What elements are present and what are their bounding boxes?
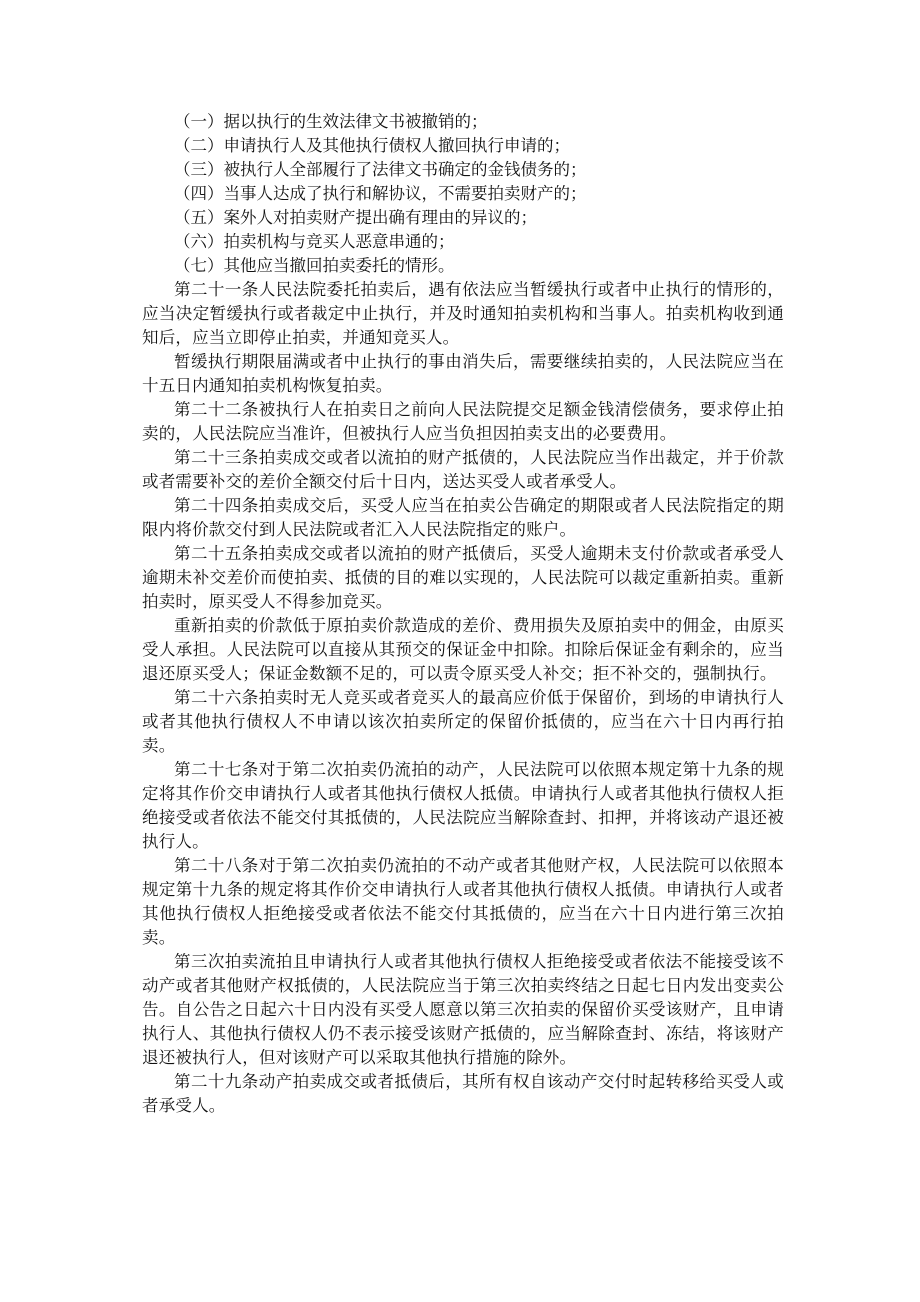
withdrawal-conditions-list	[142, 110, 784, 278]
article-25-paragraph: 第二十五条拍卖成交或者以流拍的财产抵债后，买受人逾期未支付价款或者承受人逾期未补交差价而使拍卖、抵债的目的难以实现的，人民法院可以裁定重新拍卖。重新拍卖时，原买受人不得参加竞买。	[142, 544, 784, 611]
article-28-continuation-paragraph: 第三次拍卖流拍且申请执行人或者其他执行债权人拒绝接受或者依法不能接受该不动产或者其他财产权抵债的，人民法院应当于第三次拍卖终结之日起七日内发出变卖公告。自公告之日起六十日内没有买受人愿意以第三次拍卖的保留价买受该财产，且申请执行人、其他执行债权人仍不表示接受该财产抵债的，应当解除查封、冻结，将该财产退还被执行人，但对该财产可以采取其他执行措施的除外。	[142, 952, 784, 1067]
article-23-paragraph: 第二十三条拍卖成交或者以流拍的财产抵债的，人民法院应当作出裁定，并于价款或者需要补交的差价全额交付后十日内，送达买受人或者承受人。	[142, 448, 784, 491]
list-item: （三）被执行人全部履行了法律文书确定的金钱债务的；	[174, 160, 587, 179]
list-item: （六）拍卖机构与竞买人恶意串通的；	[174, 232, 455, 251]
article-28-paragraph: 第二十八条对于第二次拍卖仍流拍的不动产或者其他财产权，人民法院可以依照本规定第十九条的规定将其作价交申请执行人或者其他执行债权人抵债。申请执行人或者其他执行债权人拒绝接受或者依法不能交付其抵债的，应当在六十日内进行第三次拍卖。	[142, 856, 784, 947]
article-25-continuation-paragraph: 重新拍卖的价款低于原拍卖价款造成的差价、费用损失及原拍卖中的佣金，由原买受人承担。人民法院可以直接从其预交的保证金中扣除。扣除后保证金有剩余的，应当退还原买受人；保证金数额不足的，可以责令原买受人补交；拒不补交的，强制执行。	[142, 616, 784, 683]
list-item: （二）申请执行人及其他执行债权人撤回执行申请的；	[174, 136, 570, 155]
article-21-continuation-paragraph: 暂缓执行期限届满或者中止执行的事由消失后，需要继续拍卖的，人民法院应当在十五日内通知拍卖机构恢复拍卖。	[142, 352, 784, 395]
list-item: （七）其他应当撤回拍卖委托的情形。	[174, 256, 455, 275]
list-item: （四）当事人达成了执行和解协议，不需要拍卖财产的；	[174, 184, 587, 203]
article-21-paragraph: 第二十一条人民法院委托拍卖后，遇有依法应当暂缓执行或者中止执行的情形的，应当决定暂缓执行或者裁定中止执行，并及时通知拍卖机构和当事人。拍卖机构收到通知后，应当立即停止拍卖，并通知竞买人。	[142, 280, 784, 347]
article-29-paragraph: 第二十九条动产拍卖成交或者抵债后，其所有权自该动产交付时起转移给买受人或者承受人。	[142, 1072, 784, 1115]
article-26-paragraph: 第二十六条拍卖时无人竞买或者竞买人的最高应价低于保留价，到场的申请执行人或者其他执行债权人不申请以该次拍卖所定的保留价抵债的，应当在六十日内再行拍卖。	[142, 688, 784, 755]
article-24-paragraph: 第二十四条拍卖成交后，买受人应当在拍卖公告确定的期限或者人民法院指定的期限内将价款交付到人民法院或者汇入人民法院指定的账户。	[142, 496, 784, 539]
list-item: （五）案外人对拍卖财产提出确有理由的异议的；	[174, 208, 537, 227]
document-page	[142, 110, 784, 1118]
article-27-paragraph: 第二十七条对于第二次拍卖仍流拍的动产，人民法院可以依照本规定第十九条的规定将其作价交申请执行人或者其他执行债权人抵债。申请执行人或者其他执行债权人拒绝接受或者依法不能交付其抵债的，人民法院应当解除查封、扣押，并将该动产退还被执行人。	[142, 760, 784, 851]
list-item: （一）据以执行的生效法律文书被撤销的；	[174, 112, 488, 131]
article-22-paragraph: 第二十二条被执行人在拍卖日之前向人民法院提交足额金钱清偿债务，要求停止拍卖的，人民法院应当准许，但被执行人应当负担因拍卖支出的必要费用。	[142, 400, 784, 443]
